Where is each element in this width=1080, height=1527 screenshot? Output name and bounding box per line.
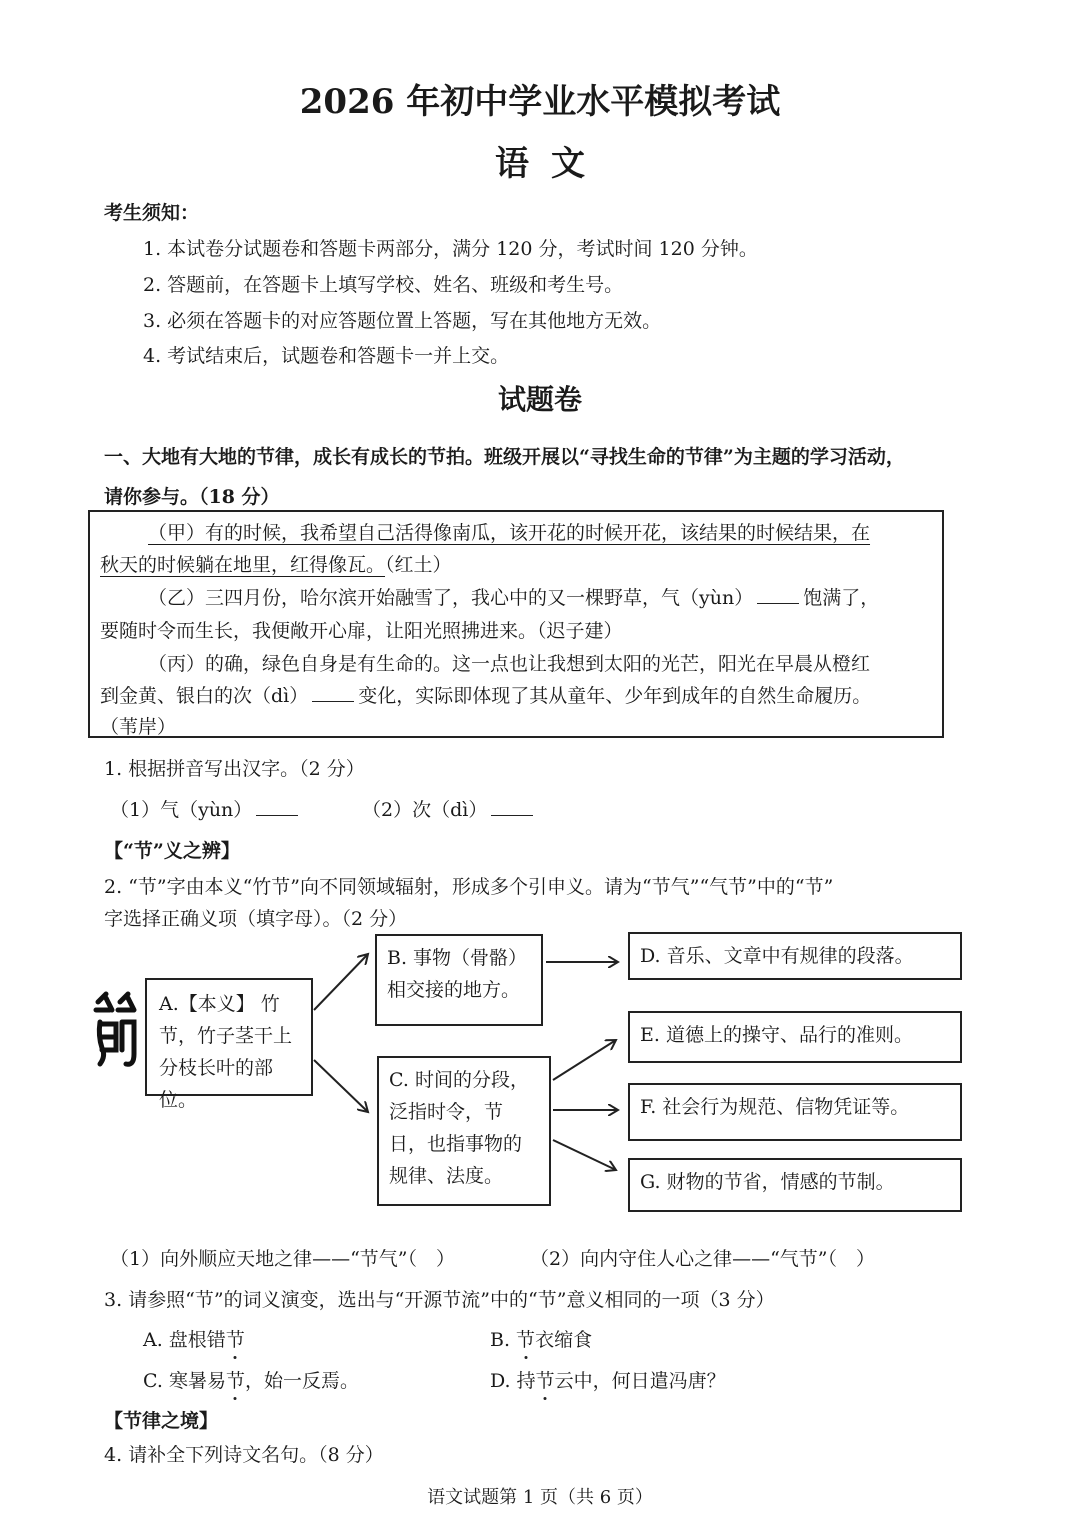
- q1-sub1-label: （1）气（yùn）: [110, 799, 253, 821]
- q3-option-keyword: 节: [226, 1366, 245, 1393]
- meaning-box-d: D. 音乐、文章中有规律的段落。: [628, 932, 962, 980]
- notice-item: 3. 必须在答题卡的对应答题位置上答题，写在其他地方无效。: [143, 310, 662, 332]
- passage-yi-text: 饱满了，: [803, 587, 880, 609]
- q1-sub2-label: （2）次（dì）: [362, 799, 488, 821]
- page-footer: 语文试题第 1 页（共 6 页）: [427, 1487, 653, 1508]
- part1-intro: 请你参与。（18 分）: [104, 486, 280, 508]
- arrow-c-to-e: [553, 1040, 616, 1080]
- passage-bing: （丙）的确，绿色自身是有生命的。这一点也让我想到太阳的光芒，阳光在早晨从橙红: [148, 653, 871, 675]
- passage-yi: 要随时令而生长，我便敞开心扉，让阳光照拂进来。（迟子建）: [100, 620, 623, 642]
- q1-sub1: [110, 795, 302, 822]
- section-title: 试题卷: [497, 383, 582, 416]
- answer-blank: [757, 587, 799, 604]
- meaning-box-f: F. 社会行为规范、信物凭证等。: [628, 1083, 962, 1141]
- passage-yi: [148, 583, 879, 610]
- passage-bing: [100, 681, 871, 708]
- q2-sub1: （1）向外顺应天地之律——“节气”（ ）: [110, 1248, 456, 1270]
- q1-stem: 1. 根据拼音写出汉字。（2 分）: [104, 758, 365, 780]
- q3-option-text: ，始一反焉。: [244, 1370, 359, 1392]
- q3-option-keyword: 节: [536, 1366, 555, 1393]
- answer-blank: [256, 799, 298, 816]
- arrow-a-to-c: [314, 1060, 368, 1112]
- q3-option-d: [490, 1366, 726, 1393]
- part1-intro: 一、大地有大地的节律，成长有成长的节拍。班级开展以“寻找生命的节律”为主题的学习活动，: [104, 446, 905, 468]
- q4-stem: 4. 请补全下列诗文名句。（8 分）: [104, 1444, 384, 1466]
- notice-item: 4. 考试结束后，试题卷和答题卡一并上交。: [143, 345, 510, 367]
- notice-heading: 考生须知：: [104, 202, 200, 224]
- q3-stem: 3. 请参照“节”的词义演变，选出与“开源节流”中的“节”意义相同的一项（3 分）: [104, 1289, 775, 1311]
- q3-option-text: A. 盘根错: [143, 1329, 226, 1351]
- subject-title: 语文: [495, 144, 607, 184]
- passage-jia: [100, 550, 452, 577]
- answer-blank: [491, 799, 533, 816]
- passage-bing-text: 变化，实际即体现了其从童年、少年到成年的自然生命履历。: [358, 685, 872, 707]
- q3-option-text: B.: [490, 1329, 517, 1351]
- section-rhythm: 【节律之境】: [104, 1410, 219, 1432]
- q3-option-c: [143, 1366, 359, 1393]
- q3-option-keyword: 节: [516, 1325, 535, 1352]
- meaning-box-a: A.【本义】 竹节，竹子茎干上分枝长叶的部位。: [145, 978, 313, 1096]
- passage-box: [88, 510, 944, 738]
- passage-yi-text: （乙）三四月份，哈尔滨开始融雪了，我心中的又一棵野草，气（yùn）: [148, 587, 754, 609]
- passage-bing-text: 到金黄、银白的次（dì）: [100, 685, 309, 707]
- section-jie-meaning: 【“节”义之辨】: [104, 840, 240, 862]
- arrow-a-to-b: [314, 954, 368, 1010]
- q3-option-b: [490, 1325, 592, 1352]
- q3-option-text: C. 寒暑易: [143, 1370, 226, 1392]
- q2-stem: 2. “节”字由本义“竹节”向不同领域辐射，形成多个引申义。请为“节气”“气节”中的“节”: [104, 876, 834, 898]
- q2-sub2: （2）向内守住人心之律——“气节”（ ）: [530, 1248, 876, 1270]
- meaning-box-c: C. 时间的分段，泛指时令，节日，也指事物的规律、法度。: [377, 1056, 551, 1206]
- q3-option-a: [143, 1325, 245, 1352]
- notice-item: 1. 本试卷分试题卷和答题卡两部分，满分 120 分，考试时间 120 分钟。: [143, 238, 758, 260]
- notice-item: 2. 答题前，在答题卡上填写学校、姓名、班级和考生号。: [143, 274, 624, 296]
- exam-title: 2026 年初中学业水平模拟考试: [299, 82, 781, 122]
- q3-option-text: D. 持: [490, 1370, 536, 1392]
- q3-option-text: 衣缩食: [535, 1329, 593, 1351]
- q3-option-text: 云中，何日遣冯唐？: [554, 1370, 726, 1392]
- passage-jia: （甲）有的时候，我希望自己活得像南瓜，该开花的时候开花，该结果的时候结果，在: [148, 522, 871, 544]
- passage-jia-source: （红土）: [385, 554, 452, 576]
- seal-character-jie-icon: [92, 992, 140, 1076]
- passage-jia-underlined: 秋天的时候躺在地里，红得像瓦。: [100, 554, 386, 576]
- arrow-c-to-g: [553, 1140, 616, 1170]
- q2-stem: 字选择正确义项（填字母）。（2 分）: [104, 908, 408, 930]
- answer-blank: [312, 685, 354, 702]
- q1-sub2: [362, 795, 537, 822]
- q3-option-keyword: 节: [226, 1325, 245, 1352]
- meaning-box-b: B. 事物（骨骼）相交接的地方。: [375, 934, 543, 1026]
- passage-bing-source: （苇岸）: [100, 716, 177, 738]
- meaning-box-g: G. 财物的节省，情感的节制。: [628, 1158, 962, 1212]
- meaning-box-e: E. 道德上的操守、品行的准则。: [628, 1011, 962, 1063]
